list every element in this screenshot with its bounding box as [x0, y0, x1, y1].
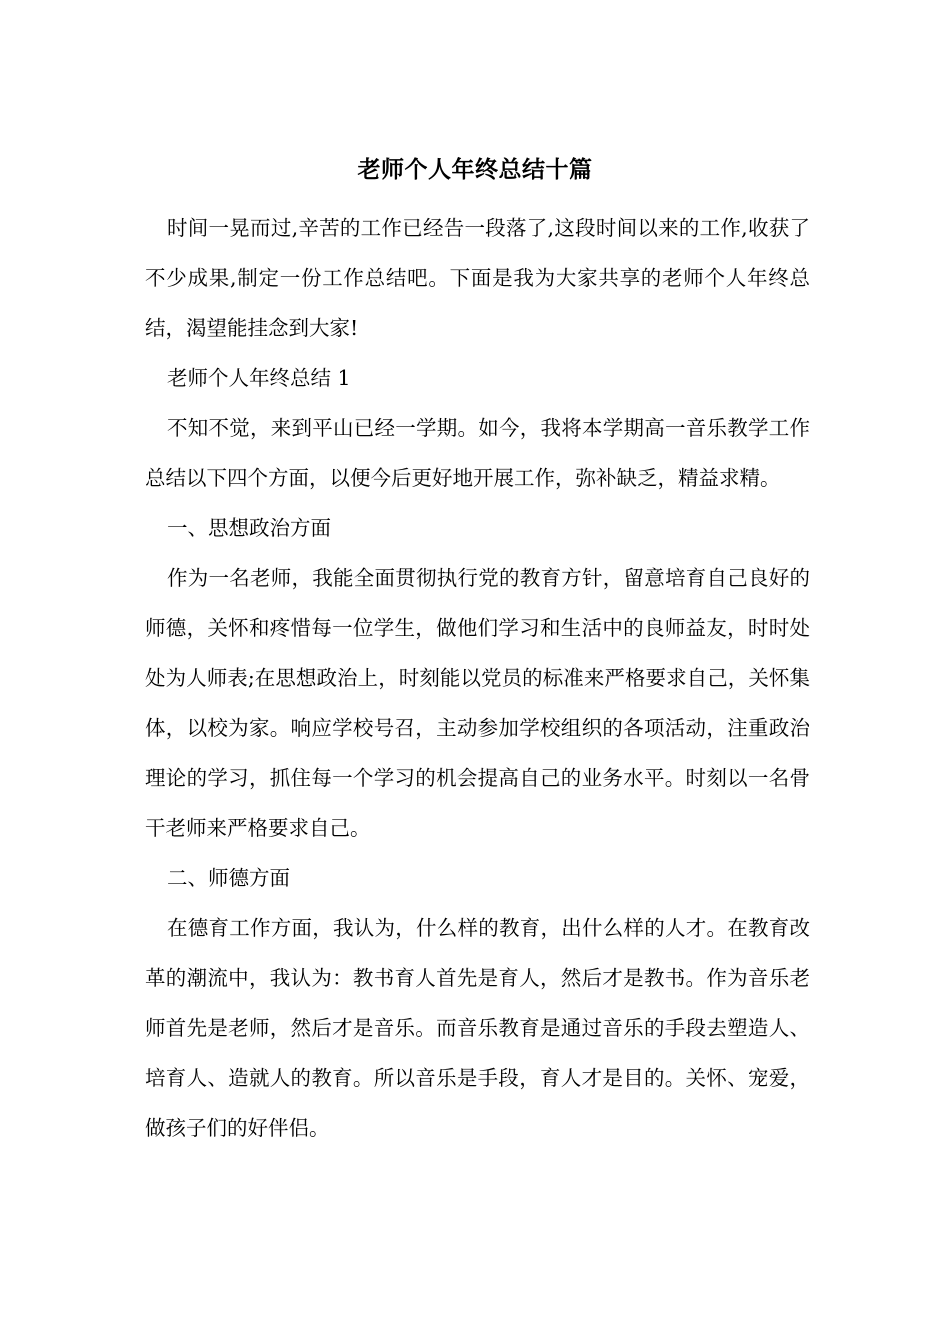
body-paragraph: 在德育工作方面，我认为，什么样的教育，出什么样的人才。在教育改革的潮流中，我认为：教书育人首先是育人，然后才是教书。作为音乐老师首先是老师，然后才是音乐。而音乐教育是通过音乐的手段去塑造人、培育人、造就人的教育。所以音乐是手段，育人才是目的。关怀、宠爱，做孩子们的好伴侣。: [145, 916, 810, 1140]
section-heading: 二、师德方面: [167, 866, 290, 890]
section-heading: 一、思想政治方面: [167, 516, 331, 540]
body-paragraph: 作为一名老师，我能全面贯彻执行党的教育方针，留意培育自己良好的师德，关怀和疼惜每一位学生，做他们学习和生活中的良师益友，时时处处为人师表;在思想政治上，时刻能以党员的标准来严格要求自己，关怀集体，以校为家。响应学校号召，主动参加学校组织的各项活动，注重政治理论的学习，抓住每一个学习的机会提高自己的业务水平。时刻以一名骨干老师来严格要求自己。: [145, 566, 810, 840]
body-paragraph: 不知不觉，来到平山已经一学期。如今，我将本学期高一音乐教学工作总结以下四个方面，以便今后更好地开展工作，弥补缺乏，精益求精。: [145, 416, 810, 490]
document-title: 老师个人年终总结十篇: [357, 157, 593, 183]
section-heading: 老师个人年终总结 1: [167, 366, 351, 390]
intro-paragraph: 时间一晃而过,辛苦的工作已经告一段落了,这段时间以来的工作,收获了不少成果,制定一份工作总结吧。下面是我为大家共享的老师个人年终总结，渴望能挂念到大家!: [145, 216, 810, 340]
document-body: [145, 203, 810, 1153]
